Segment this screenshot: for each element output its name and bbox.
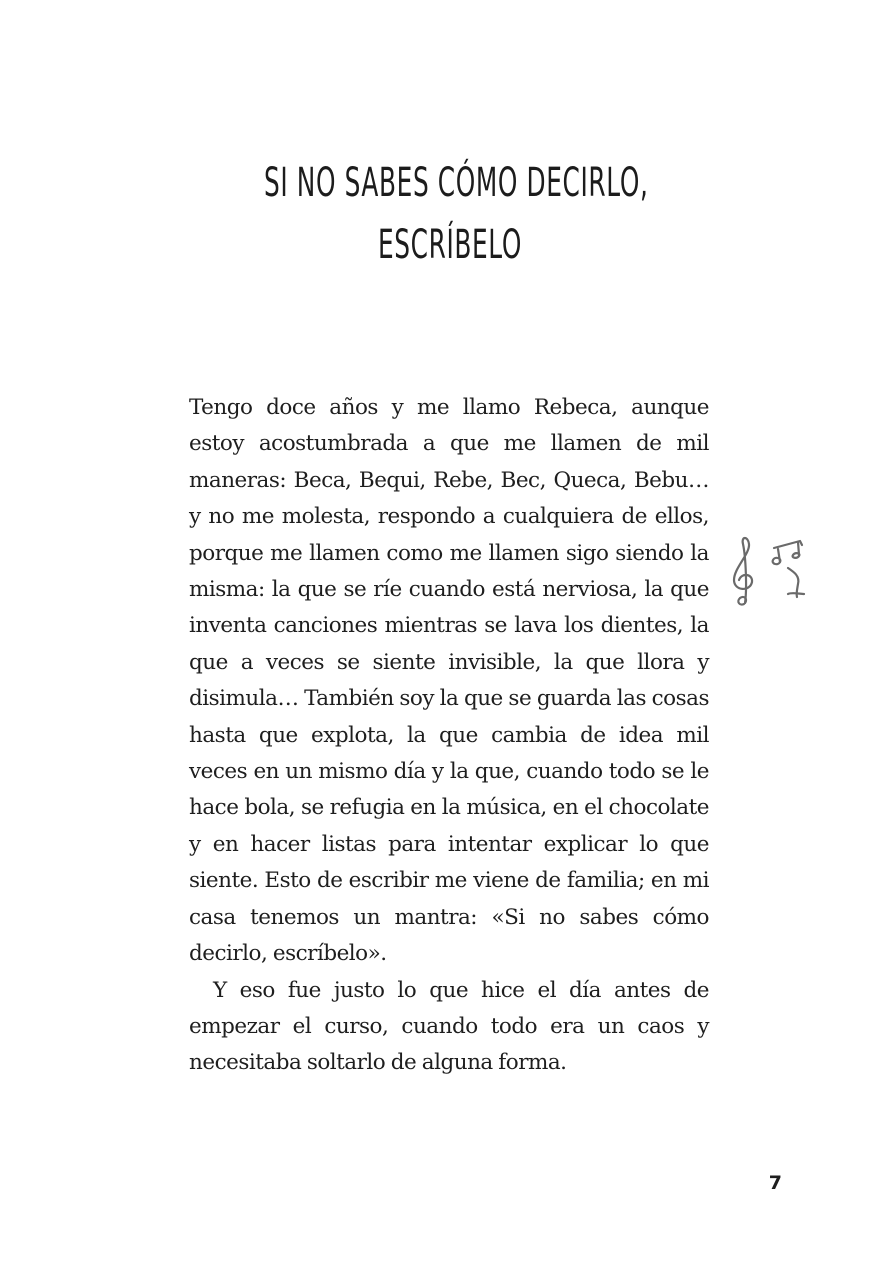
music-notes-icon <box>730 528 812 610</box>
chapter-title <box>264 152 649 276</box>
paragraph-2: Y eso fue justo lo que hice el día antes de empezar el curso, cuando todo era un caos y necesitaba soltarlo de alguna forma. <box>189 977 709 1076</box>
chapter-title-line-2: ESCRÍBELO <box>378 222 522 268</box>
body-text <box>189 390 709 1082</box>
page-number: 7 <box>768 1172 782 1194</box>
paragraph-1: Tengo doce años y me llamo Rebeca, aunque estoy acostumbrada a que me llamen de mil maneras: Beca, Bequi, Rebe, Bec, Queca, Bebu… y no me molesta, respondo a cualquiera de ellos, porque me llamen como me llamen sigo siendo la misma: la que se ríe cuando está nerviosa, la que inventa canciones mientras se lava los dientes, la que a veces se siente invisible, la que llora y disimula… También soy la que se guarda las cosas hasta que explota, la que cambia de idea mil veces en un mismo día y la que, cuando todo se le hace bola, se refugia en la música, en el chocolate y en hacer listas para intentar explicar lo que siente. Esto de escribir me viene de familia; en mi casa tenemos un mantra: «Si no sabes cómo decirlo, escríbelo». <box>189 395 709 967</box>
chapter-title-line-1: SI NO SABES CÓMO DECIRLO, <box>264 160 649 206</box>
